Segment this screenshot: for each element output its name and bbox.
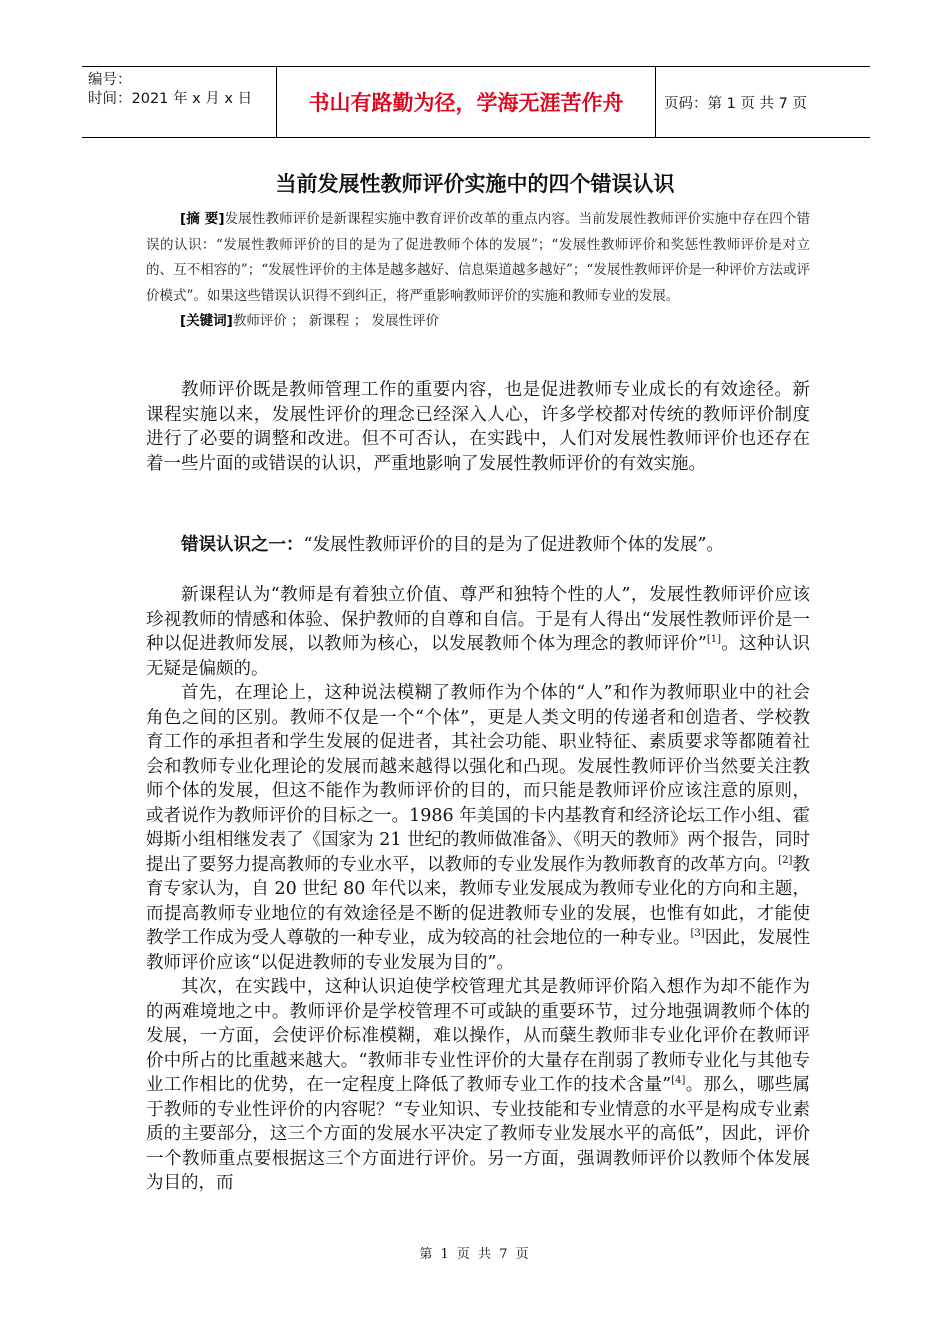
section1-p1-text: 新课程认为“教师是有着独立价值、尊严和独特个性的人”，发展性教师评价应该珍视教师的情感和体验、保护教师的自尊和自信。于是有人得出“发展性教师评价是一种以促进教师发展，以教师为核心，以发展教师个体为理念的教师评价” bbox=[146, 585, 810, 654]
reference-4: [4] bbox=[671, 1075, 686, 1087]
document-number-label: 编号： bbox=[88, 72, 132, 88]
keywords-label: [关键词] bbox=[180, 313, 233, 329]
section1-quote: “发展性教师评价的目的是为了促进教师个体的发展”。 bbox=[303, 535, 724, 555]
keywords-paragraph bbox=[146, 309, 810, 335]
page-footer: 第 1 页 共 7 页 bbox=[419, 1247, 531, 1262]
abstract-text: 发展性教师评价是新课程实施中教育评价改革的重点内容。当前发展性教师评价实施中存在四个错误的认识：“发展性教师评价的目的是为了促进教师个体的发展”；“发展性教师评价和奖惩性教师评价是对立的、互不相容的”；“发展性评价的主体是越多越好、信息渠道越多越好”；“发展性教师评价是一种评价方法或评价模式”。如果这些错误认识得不到纠正，将严重影响教师评价的实施和教师专业的发展。 bbox=[146, 211, 811, 304]
intro-paragraph: 教师评价既是教师管理工作的重要内容，也是促进教师专业成长的有效途径。新课程实施以来，发展性评价的理念已经深入人心，许多学校都对传统的教师评价制度进行了必要的调整和改进。但不可否认，在实践中，人们对发展性教师评价也还存在着一些片面的或错误的认识，严重地影响了发展性教师评价的有效实施。 bbox=[146, 380, 810, 474]
section1-paragraph-2 bbox=[146, 681, 810, 975]
document-title: 当前发展性教师评价实施中的四个错误认识 bbox=[275, 172, 675, 196]
reference-1: [1] bbox=[706, 634, 721, 646]
abstract-block bbox=[146, 207, 810, 335]
section1-heading-paragraph bbox=[146, 533, 810, 558]
keywords-text: 教师评价 ； 新课程 ； 发展性评价 bbox=[232, 313, 440, 329]
reference-2: [2] bbox=[778, 854, 793, 866]
header-page-label: 页码：第 1 页 共 7 页 bbox=[664, 95, 807, 112]
document-date-label: 时间：2021 年 x 月 x 日 bbox=[88, 91, 253, 107]
section1-heading: 错误认识之一： bbox=[181, 535, 304, 555]
section1-heading-block bbox=[146, 533, 810, 558]
intro-block bbox=[146, 378, 810, 476]
section1-p2b-text: 教育专家认为，自 20 世纪 80 年代以来，教师专业发展成为教师专业化的方向和主题，而提高教师专业地位的有效途径是不断的促进教师专业的发展，也惟有如此，才能使教学工作成为受人尊敬的一种专业，成为较高的社会地位的一种专业。 bbox=[146, 854, 811, 948]
page-header bbox=[82, 66, 870, 138]
section1-p3a-text: 其次，在实践中，这种认识迫使学校管理尤其是教师评价陷入想作为却不能作为的两难境地之中。教师评价是学校管理不可或缺的重要环节，过分地强调教师个体的发展，一方面，会使评价标准模糊，难以操作，从而蘖生教师非专业化评价在教师评价中所占的比重越来越大。“教师非专业性评价的大量存在削弱了教师专业化与其他专业工作相比的优势，在一定程度上降低了教师专业工作的技术含量” bbox=[146, 977, 810, 1095]
reference-3: [3] bbox=[690, 928, 705, 940]
section1-paragraph-1 bbox=[146, 583, 810, 681]
section1-body bbox=[146, 583, 810, 1196]
header-left-cell bbox=[82, 67, 277, 137]
section1-p2c-text: 因此，发展性教师评价应该“以促进教师的专业发展为目的”。 bbox=[146, 928, 811, 973]
abstract-label: [摘 要] bbox=[180, 211, 225, 227]
section1-p3b-text: 。那么，哪些属于教师的专业性评价的内容呢？“专业知识、专业技能和专业情意的水平是构成专业素质的主要部分，这三个方面的发展水平决定了教师专业发展水平的高低”，因此，评价一个教师重点要根据这三个方面进行评价。另一方面，强调教师评价以教师个体发展为目的，而 bbox=[146, 1075, 811, 1193]
abstract-paragraph bbox=[146, 207, 810, 309]
section1-paragraph-3 bbox=[146, 975, 810, 1196]
section1-p1-end: 。这种认识无疑是偏颇的。 bbox=[146, 634, 810, 679]
header-motto: 书山有路勤为径，学海无涯苦作舟 bbox=[277, 67, 656, 137]
section1-p2a-text: 首先，在理论上，这种说法模糊了教师作为个体的“人”和作为教师职业中的社会角色之间的区别。教师不仅是一个“个体”，更是人类文明的传递者和创造者、学校教育工作的承担者和学生发展的促进者，其社会功能、职业特征、素质要求等都随着社会和教师专业化理论的发展而越来越得以强化和凸现。发展性教师评价当然要关注教师个体的发展，但这不能作为教师评价的目的，而只能是教师评价应该注意的原则，或者说作为教师评价的目标之一。1986 年美国的卡内基教育和经济论坛工作小组、霍姆斯小组相继发表了《国家为 21 世纪的教师做准备》、《明天的教师》两个报告，同时提出了要努力提高教师的专业水平，以教师的专业发展作为教师教育的改革方向。 bbox=[146, 683, 810, 875]
